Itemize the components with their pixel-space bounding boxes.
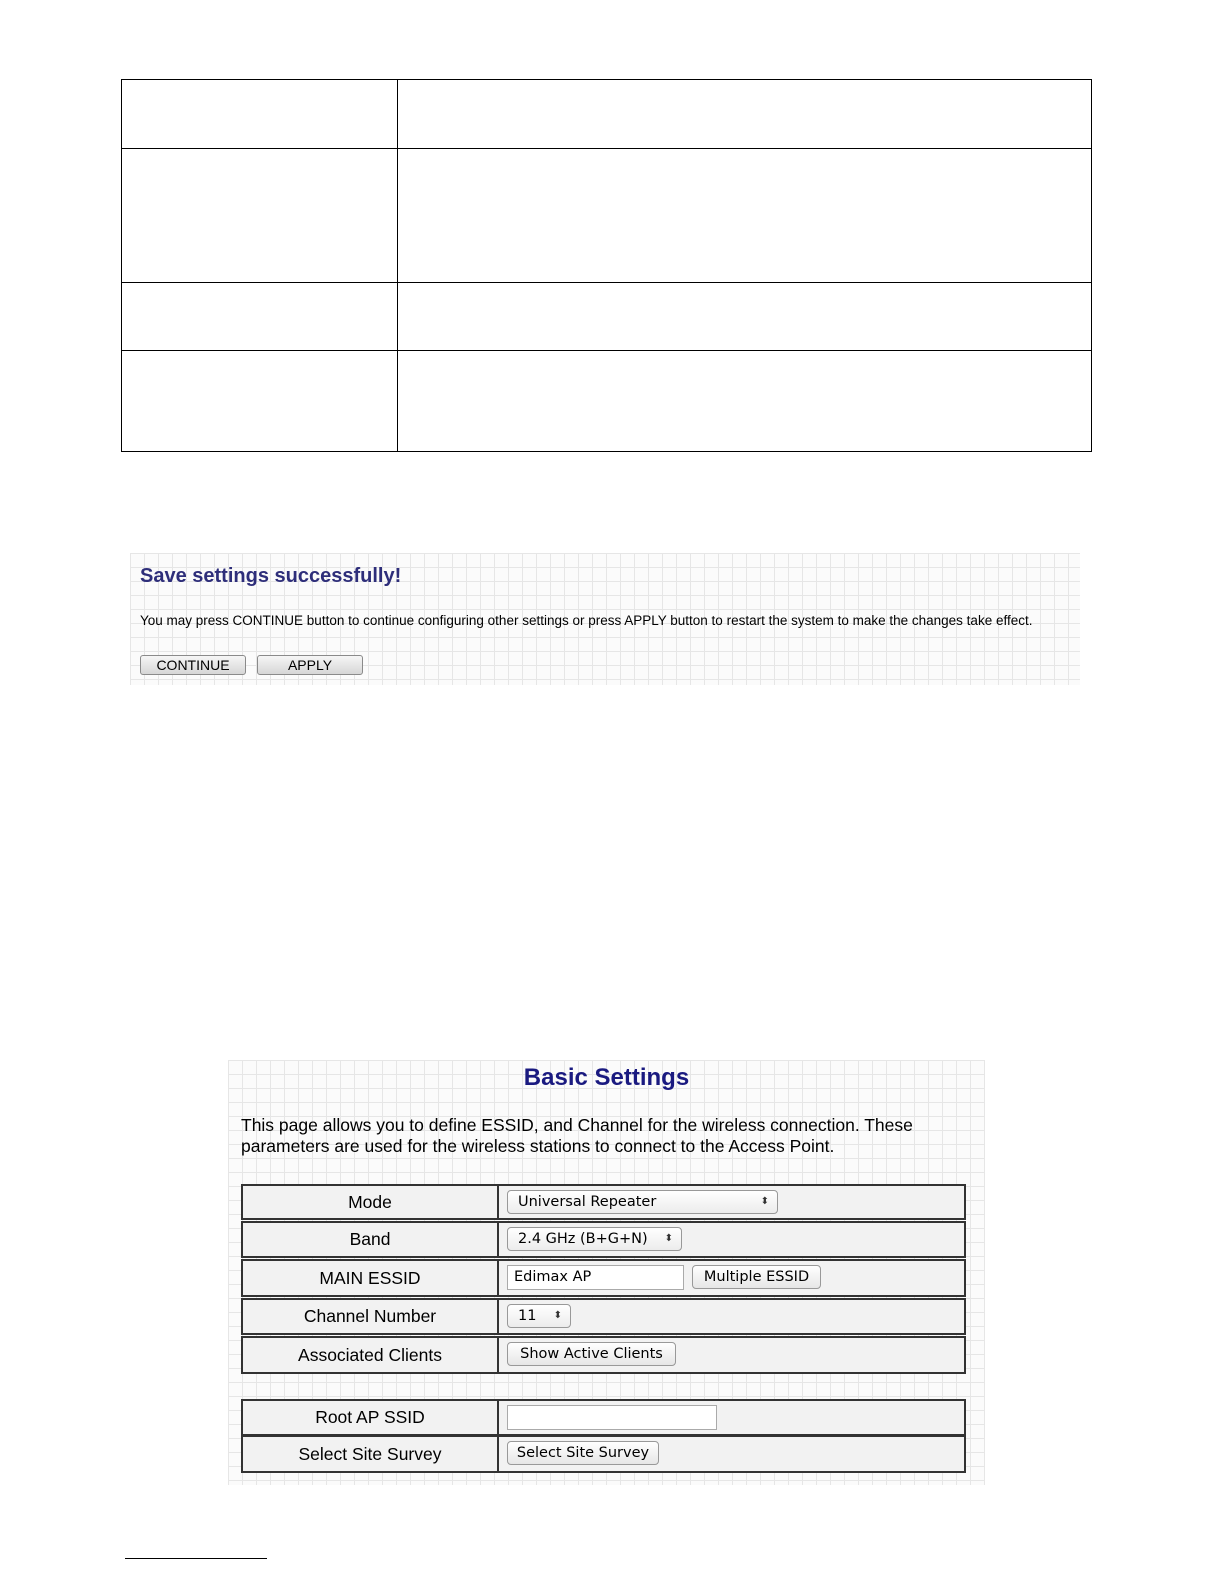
basic-settings-panel (228, 1060, 985, 1485)
root-ap-label: Root AP SSID (243, 1401, 499, 1434)
mode-row (241, 1184, 966, 1220)
select-arrows-icon: ⬍ (553, 1310, 562, 1321)
table-row (122, 149, 1092, 283)
table-cell (398, 351, 1092, 452)
site-survey-label: Select Site Survey (243, 1437, 499, 1471)
band-row (241, 1221, 966, 1258)
table-cell (122, 80, 398, 149)
select-arrows-icon: ⬍ (760, 1196, 769, 1207)
document-table (121, 79, 1092, 452)
clients-label: Associated Clients (243, 1338, 499, 1372)
channel-row (241, 1298, 966, 1335)
table-row (122, 283, 1092, 351)
root-ap-row (241, 1399, 966, 1436)
table-cell (398, 283, 1092, 351)
multiple-essid-button[interactable]: Multiple ESSID (692, 1265, 821, 1289)
table-row (122, 80, 1092, 149)
continue-button[interactable]: CONTINUE (140, 655, 246, 675)
main-essid-input[interactable]: Edimax AP (507, 1265, 684, 1290)
channel-select[interactable]: 11 ⬍ (507, 1304, 571, 1328)
table-cell (122, 283, 398, 351)
save-message: You may press CONTINUE button to continue configuring other settings or press APPLY button to restart the system to make the changes take effect. (140, 613, 1033, 628)
page-description: This page allows you to define ESSID, and Channel for the wireless connection. These parameters are used for the wireless stations to connect to the Access Point. (241, 1115, 913, 1156)
show-active-clients-button[interactable]: Show Active Clients (507, 1342, 676, 1366)
mode-select[interactable]: Universal Repeater ⬍ (507, 1190, 778, 1214)
table-cell (122, 351, 398, 452)
site-survey-row (241, 1435, 966, 1473)
main-essid-label: MAIN ESSID (243, 1261, 499, 1295)
apply-button[interactable]: APPLY (257, 655, 363, 675)
channel-label: Channel Number (243, 1300, 499, 1333)
table-cell (398, 80, 1092, 149)
band-label: Band (243, 1223, 499, 1256)
save-title: Save settings successfully! (140, 565, 402, 587)
clients-row (241, 1336, 966, 1374)
main-essid-row (241, 1259, 966, 1297)
save-settings-panel (130, 553, 1080, 685)
mode-label: Mode (243, 1186, 499, 1218)
select-arrows-icon: ⬍ (664, 1233, 673, 1244)
page-title: Basic Settings (523, 1064, 690, 1091)
band-select[interactable]: 2.4 GHz (B+G+N) ⬍ (507, 1227, 682, 1251)
select-site-survey-button[interactable]: Select Site Survey (507, 1441, 659, 1465)
footnote-separator (125, 1558, 267, 1559)
root-ap-ssid-input[interactable] (507, 1405, 717, 1430)
table-cell (398, 149, 1092, 283)
table-cell (122, 149, 398, 283)
table-row (122, 351, 1092, 452)
